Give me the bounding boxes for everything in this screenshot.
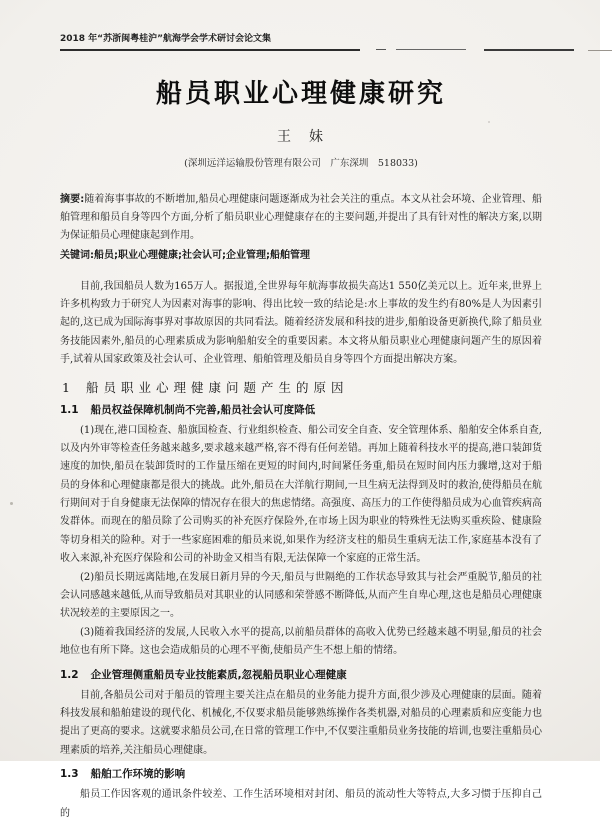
keywords-text: 船员;职业心理健康;社会认可;企业管理;船舶管理 — [94, 249, 310, 261]
section-1-3-heading — [60, 766, 542, 781]
section-1-1-title: 船员权益保障机制尚不完善,船员社会认可度降低 — [90, 403, 316, 416]
intro-paragraph: 目前,我国船员人数为165万人。据报道,全世界每年航海事故损失高达1 550亿美元以上。近年来,世界上许多机构致力于研究人为因素对海事的影响、得出比较一致的结论是:水上事故的发生约有80%是人为因素引起的,这已成为国际海事界对事故原因的共同看法。随着经济发展和科技的进步,船舶设备更新换代,除了船员业务技能因素外,船员的心理素质成为影响船舶安全的重要因素。本文将从船员职业心理健康问题产生的原因着手,试着从国家政策及社会认可、企业管理、船舶管理及船员自身等四个方面提出解决方案。 — [60, 280, 542, 366]
scan-artifact-dot — [488, 121, 490, 123]
abstract-label: 摘要: — [60, 194, 85, 205]
body-paragraph-2: (2)船员长期远离陆地,在发展日新月异的今天,船员与世隔绝的工作状态导致其与社会严重脱节,船员的社会认同感越来越低,从而导致船员对其职业的认同感和荣誉感不断降低,从而产生自卑心理,这也是船员心理健康状况较差的主要原因之一。 — [60, 571, 542, 620]
author-affiliation: (深圳远洋运输股份管理有限公司 广东深圳 518033) — [184, 158, 418, 169]
section-1-3-number: 1.3 — [60, 768, 79, 781]
section-1-title: 船员职业心理健康问题产生的原因 — [85, 379, 349, 395]
section-1-1-heading — [60, 402, 542, 417]
scan-artifact-dot — [10, 502, 13, 505]
header-rule-dash-segment — [484, 49, 574, 51]
body-paragraph-1: (1)现在,港口国检查、船旗国检查、行业组织检查、船公司安全自查、安全管理体系、船舶安全体系自查,以及内外审等检查任务越来越多,要求越来越严格,容不得有任何差错。再加上随着科技水平的提高,港口装卸货速度的加快,船员在装卸货时的工作量压缩在更短的时间内,时间紧任务重,船员在短时间内压力骤增,这对于船员的身体和心理健康都是很大的挑战。此外,船员在大洋航行期间,一旦生病无法得到及时的救治,使得船员在航行期间对于自身健康无法保障的情况存在很大的焦虑情绪。高强度、高压力的工作使得船员成为心血管疾病高发群体。而现在的船员除了公司购买的补充医疗保险外,在市场上因为职业的特殊性无法购买重疾险、健康险等切身相关的险种。对于一些家庭困难的船员来说,如果作为经济支柱的船员生重病无法工作,家庭基本没有了收入来源,补充医疗保险和公司的补助金又相当有限,无法保障一个家庭的正常生活。 — [60, 424, 542, 565]
body-paragraph-3: (3)随着我国经济的发展,人民收入水平的提高,以前船员群体的高收入优势已经越来越不明显,船员的社会地位也有所下降。这也会造成船员的心理不平衡,使船员产生不想上船的情绪。 — [60, 626, 542, 657]
abstract-paragraph — [60, 191, 542, 246]
author-name: 王 妹 — [277, 129, 325, 145]
section-1-2-title: 企业管理侧重船员专业技能素质,忽视船员职业心理健康 — [90, 668, 347, 681]
keywords-line — [60, 247, 542, 265]
section-1-2-number: 1.2 — [60, 668, 79, 681]
header-rule-dash-segment — [396, 49, 466, 50]
section-1-1-number: 1.1 — [60, 403, 79, 416]
body-paragraph-4: 目前,各船员公司对于船员的管理主要关注点在船员的业务能力提升方面,很少涉及心理健康的层面。随着科技发展和船舶建设的现代化、机械化,不仅要求船员能够熟练操作各类机器,对船员的心理素质和应变能力也提出了更高的要求。这就要求船员公司,在日常的管理工作中,不仅要注重船员业务技能的培训,也要注重船员心理素质的培养,关注船员心理健康。 — [60, 689, 542, 756]
section-1-3-title: 船舶工作环境的影响 — [90, 768, 186, 781]
header-rule-solid-segment — [60, 49, 360, 51]
header-rule-dash-segment — [588, 50, 612, 51]
proceedings-header-text: 2018 年“苏浙闽粤桂沪”航海学会学术研讨会论文集 — [60, 34, 272, 44]
proceedings-header — [60, 26, 542, 51]
header-rule — [60, 48, 542, 51]
body-paragraph-5: 船员工作因客观的通讯条件较差、工作生活环境相对封闭、船员的流动性大等特点,大多习惯于压抑自己的 — [60, 789, 542, 819]
section-1-2-heading — [60, 667, 542, 682]
keywords-label: 关键词: — [60, 249, 94, 261]
section-1-number: 1 — [62, 379, 70, 395]
paper-title: 船员职业心理健康研究 — [155, 79, 446, 109]
header-rule-dash-segment — [376, 49, 386, 50]
abstract-text: 随着海事事故的不断增加,船员心理健康问题逐渐成为社会关注的重点。本文从社会环境、企业管理、船舶管理和船员自身等四个方面,分析了船员职业心理健康存在的主要问题,并提出了具有针对性的解决方案,以期为保证船员心理健康起到作用。 — [60, 194, 542, 242]
section-1-heading — [62, 378, 542, 396]
